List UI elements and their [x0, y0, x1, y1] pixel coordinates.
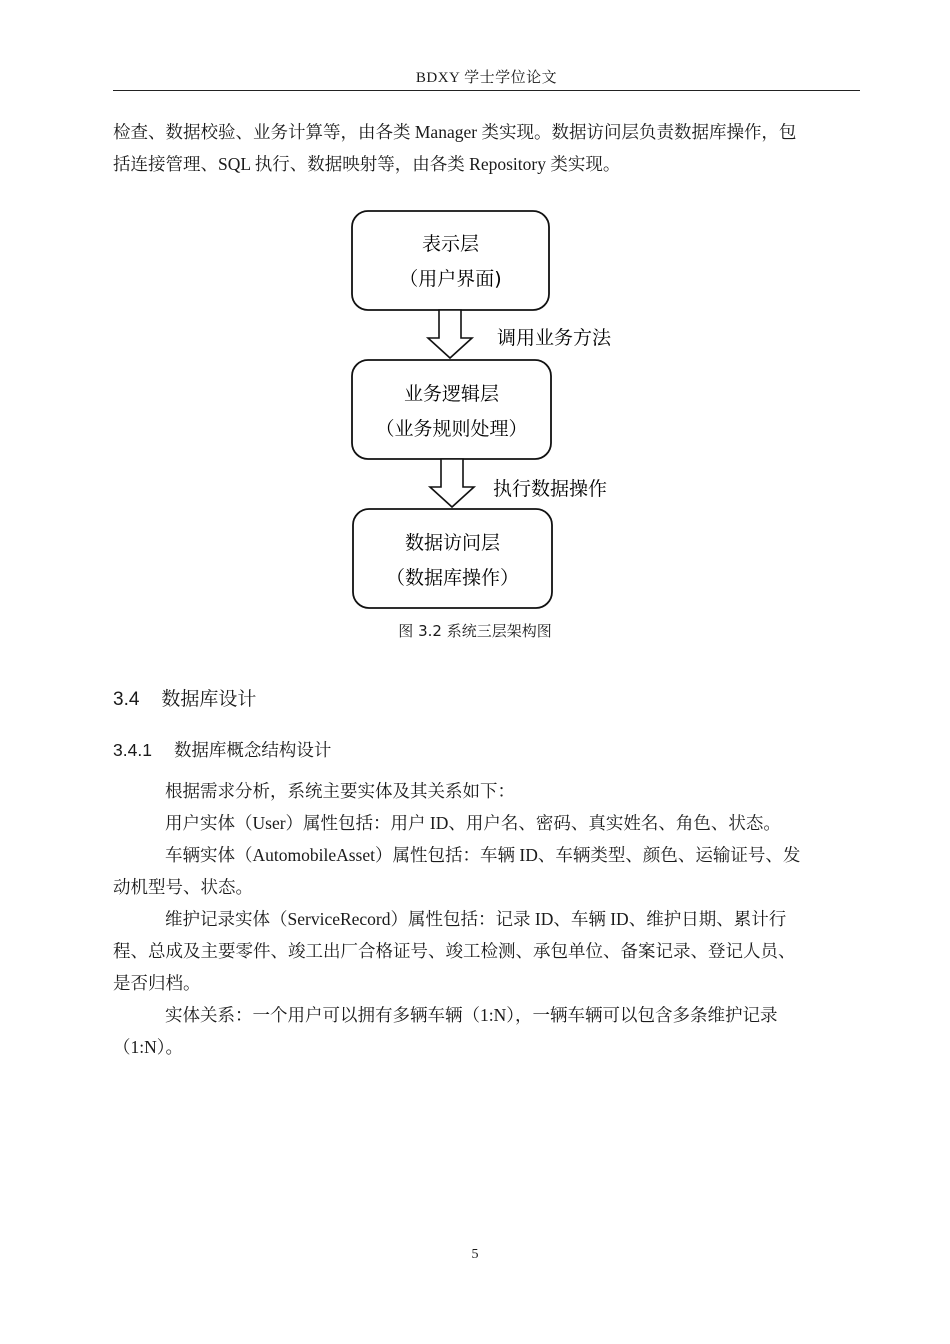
architecture-diagram: [0, 200, 950, 620]
box-subtitle: （业务规则处理）: [375, 418, 528, 440]
subsection-title: 数据库概念结构设计: [173, 741, 332, 761]
paragraph-line: 括连接管理、SQL 执行、数据映射等，由各类 Repository 类实现。: [113, 154, 621, 174]
paragraph-line: 车辆实体（AutomobileAsset）属性包括：车辆 ID、车辆类型、颜色、运输证号、发: [165, 845, 801, 865]
paragraph-line: 根据需求分析，系统主要实体及其关系如下：: [165, 781, 515, 801]
box-business-layer: [352, 360, 551, 459]
paragraph-line: 用户实体（User）属性包括：用户 ID、用户名、密码、真实姓名、角色、状态。: [165, 813, 781, 833]
paragraph-line: （1:N）。: [113, 1037, 183, 1057]
body-paragraph: [113, 839, 860, 903]
subsection-heading: [113, 737, 331, 762]
header-rule: [113, 90, 860, 91]
box-presentation-layer: [352, 211, 549, 310]
paragraph-line: 实体关系：一个用户可以拥有多辆车辆（1:N），一辆车辆可以包含多条维护记录: [165, 1005, 778, 1025]
page-number: 5: [471, 1247, 479, 1262]
paragraph-line: 维护记录实体（ServiceRecord）属性包括：记录 ID、车辆 ID、维护日期、累计行: [165, 909, 787, 929]
subsection-number: 3.4.1: [113, 740, 152, 760]
figure-caption: 图 3.2 系统三层架构图: [398, 622, 552, 640]
arrow-down-2: [430, 459, 474, 507]
body-paragraph: [113, 807, 860, 839]
paragraph-line: 是否归档。: [113, 973, 201, 993]
paragraph-line: 检查、数据校验、业务计算等，由各类 Manager 类实现。数据访问层负责数据库操作，包: [113, 122, 797, 142]
arrow-down-1: [428, 310, 472, 358]
paragraph-line: 程、总成及主要零件、竣工出厂合格证号、竣工检测、承包单位、备案记录、登记人员、: [113, 941, 796, 961]
section-title: 数据库设计: [161, 688, 257, 710]
box-data-access-layer: [353, 509, 552, 608]
section-number: 3.4: [113, 689, 140, 710]
box-title: 业务逻辑层: [403, 383, 500, 405]
paragraph-line: 动机型号、状态。: [113, 877, 253, 897]
arrow-label-1: 调用业务方法: [497, 327, 612, 349]
box-subtitle: （数据库操作）: [385, 567, 520, 589]
body-paragraph: [113, 775, 860, 807]
box-title: 数据访问层: [404, 532, 501, 554]
body-paragraph: [113, 999, 860, 1063]
intro-paragraph: [113, 116, 860, 180]
box-title: 表示层: [421, 233, 480, 255]
arrow-label-2: 执行数据操作: [493, 478, 608, 500]
body-paragraph: [113, 903, 860, 999]
running-header: BDXY 学士学位论文: [415, 70, 558, 86]
box-subtitle: （用户界面): [399, 268, 502, 290]
section-heading: [113, 684, 256, 711]
